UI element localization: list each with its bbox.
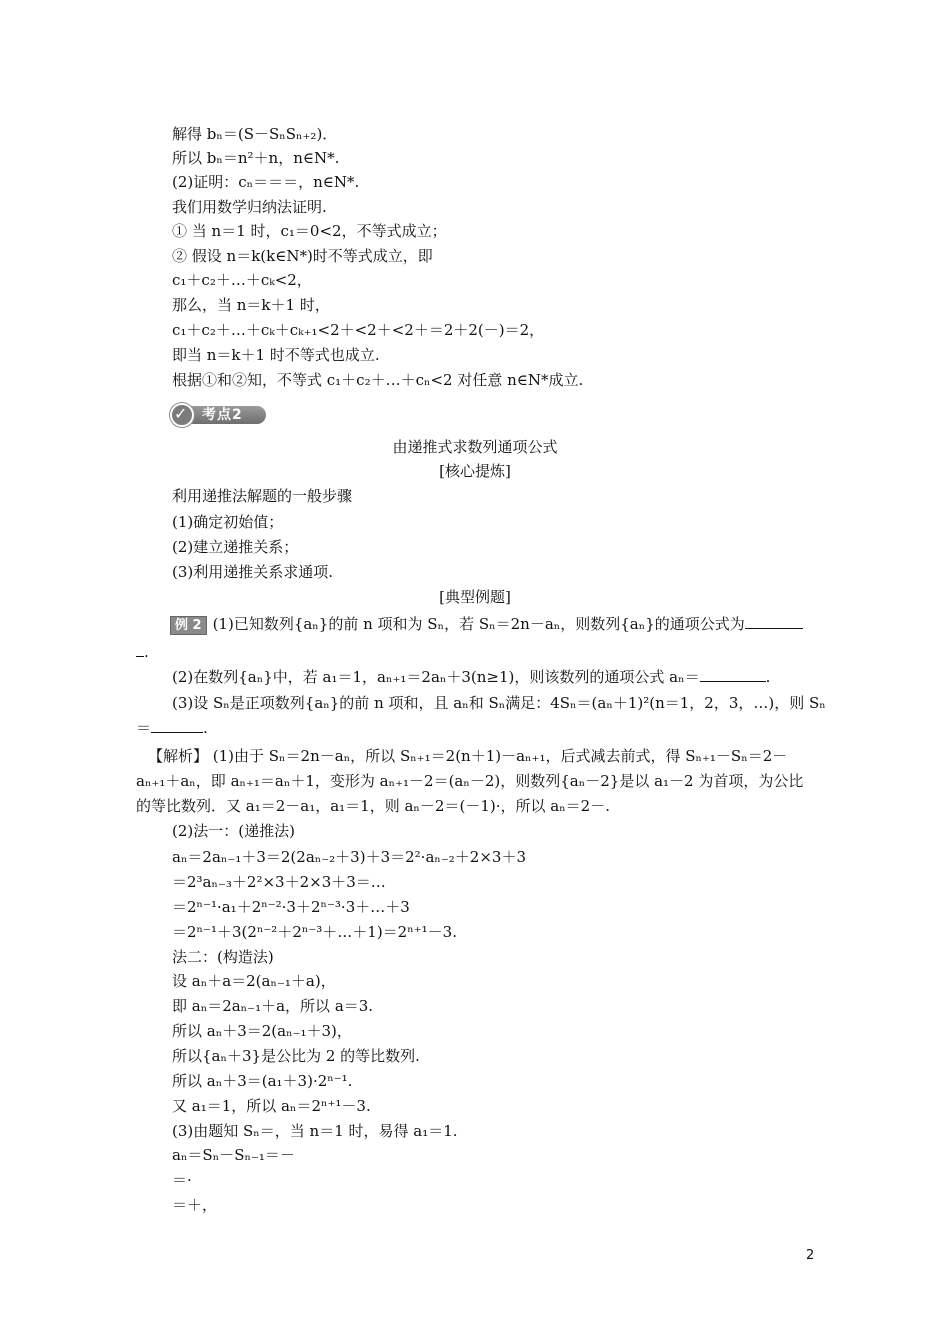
checkmark-icon: ✓ [174, 404, 188, 423]
solution-line: 所以{aₙ＋3}是公比为 2 的等比数列. [172, 1047, 420, 1065]
answer-blank [151, 718, 203, 733]
example-q2 [172, 667, 770, 687]
solution-line: 【解析】 (1)由于 Sₙ＝2n－aₙ，所以 Sₙ₊₁＝2(n＋1)－aₙ₊₁，后式减去前式，得 Sₙ₊₁－Sₙ＝2－ [148, 747, 788, 765]
solution-line: ＝＋， [172, 1196, 218, 1214]
solution-line: (3)由题知 Sₙ＝，当 n＝1 时，易得 a₁＝1. [172, 1122, 458, 1140]
kaodian-badge [170, 403, 268, 427]
page-number: 2 [806, 1248, 815, 1263]
answer-blank [700, 667, 766, 682]
example-q1-end: . [144, 643, 149, 661]
example-q3-cont [136, 718, 208, 738]
text-line: 所以 bₙ＝n²＋n，n∈N*. [172, 149, 340, 167]
badge-label: 考点2 [202, 407, 243, 423]
solution-line: aₙ₊₁＋aₙ，即 aₙ₊₁＝aₙ＋1，变形为 aₙ₊₁－2＝(aₙ－2)，则数列{aₙ－2}是以 a₁－2 为首项，为公比 [136, 772, 804, 790]
section-title: 由递推式求数列通项公式 [392, 438, 558, 456]
example-q1 [170, 614, 803, 635]
solution-line: 即 aₙ＝2aₙ₋₁＋a，所以 a＝3. [172, 997, 374, 1015]
solution-line: ＝2ⁿ⁻¹＋3(2ⁿ⁻²＋2ⁿ⁻³＋…＋1)＝2ⁿ⁺¹－3. [172, 923, 457, 941]
text-line: 我们用数学归纳法证明. [172, 198, 327, 216]
example-q3-end: . [203, 719, 208, 737]
solution-line: 所以 aₙ＋3＝2(aₙ₋₁＋3)， [172, 1022, 352, 1040]
answer-blank [136, 642, 144, 657]
solution-line: 所以 aₙ＋3＝(a₁＋3)·2ⁿ⁻¹. [172, 1072, 353, 1090]
step-line: (2)建立递推关系； [172, 538, 299, 556]
text-line: ① 当 n＝1 时，c₁＝0<2，不等式成立； [172, 222, 447, 240]
core-heading: [核心提炼] [439, 462, 511, 480]
solution-line: ＝2³aₙ₋₃＋2²×3＋2×3＋3＝… [172, 873, 386, 891]
example-q1-cont [136, 642, 149, 662]
solution-line: ＝2ⁿ⁻¹·a₁＋2ⁿ⁻²·3＋2ⁿ⁻³·3＋…＋3 [172, 898, 410, 916]
example-tag: 例 2 [170, 616, 207, 635]
step-line: 利用递推法解题的一般步骤 [172, 487, 353, 505]
text-line: 解得 bₙ＝(S－SₙSₙ₊₂)． [172, 125, 338, 143]
solution-line: aₙ＝Sₙ－Sₙ₋₁＝－ [172, 1146, 295, 1164]
solution-line: 设 aₙ＋a＝2(aₙ₋₁＋a)， [172, 972, 336, 990]
example-q2-end: . [765, 668, 771, 686]
text-line: c₁＋c₂＋…＋cₖ<2， [172, 271, 312, 289]
text-line: (2)证明：cₙ＝＝＝，n∈N*. [172, 173, 360, 191]
solution-line: 法二：(构造法) [172, 948, 274, 966]
step-line: (3)利用递推关系求通项. [172, 563, 334, 581]
step-line: (1)确定初始值； [172, 513, 284, 531]
example-q1-text: (1)已知数列{aₙ}的前 n 项和为 Sₙ，若 Sₙ＝2n－aₙ，则数列{aₙ}的通项公式为 [212, 615, 745, 633]
solution-line: aₙ＝2aₙ₋₁＋3＝2(2aₙ₋₂＋3)＋3＝2²·aₙ₋₂＋2×3＋3 [172, 848, 527, 866]
text-line: ② 假设 n＝k(k∈N*)时不等式成立，即 [172, 247, 433, 265]
example-q3: (3)设 Sₙ是正项数列{aₙ}的前 n 项和，且 aₙ和 Sₙ满足：4Sₙ＝(aₙ＋1)²(n＝1，2，3，…)，则 Sₙ [172, 694, 826, 712]
solution-line: ＝· [172, 1171, 192, 1189]
solution-line: 的等比数列．又 a₁＝2－a₁，a₁＝1，则 aₙ－2＝(－1)·，所以 aₙ＝2－. [136, 797, 610, 815]
solution-line: 又 a₁＝1，所以 aₙ＝2ⁿ⁺¹－3. [172, 1097, 371, 1115]
example-heading: [典型例题] [439, 588, 511, 606]
example-q3-eq: ＝ [136, 719, 152, 737]
answer-blank [745, 614, 803, 629]
text-line: 那么，当 n＝k＋1 时， [172, 296, 330, 314]
text-line: 根据①和②知，不等式 c₁＋c₂＋…＋cₙ<2 对任意 n∈N*成立. [172, 371, 584, 389]
example-q2-text: (2)在数列{aₙ}中，若 a₁＝1，aₙ₊₁＝2aₙ＋3(n≥1)，则该数列的通项公式 aₙ＝ [172, 668, 700, 686]
text-line: c₁＋c₂＋…＋cₖ＋cₖ₊₁<2＋<2＋<2＋＝2＋2(－)＝2， [172, 321, 545, 339]
solution-line: (2)法一：(递推法) [172, 822, 295, 840]
text-line: 即当 n＝k＋1 时不等式也成立. [172, 346, 380, 364]
